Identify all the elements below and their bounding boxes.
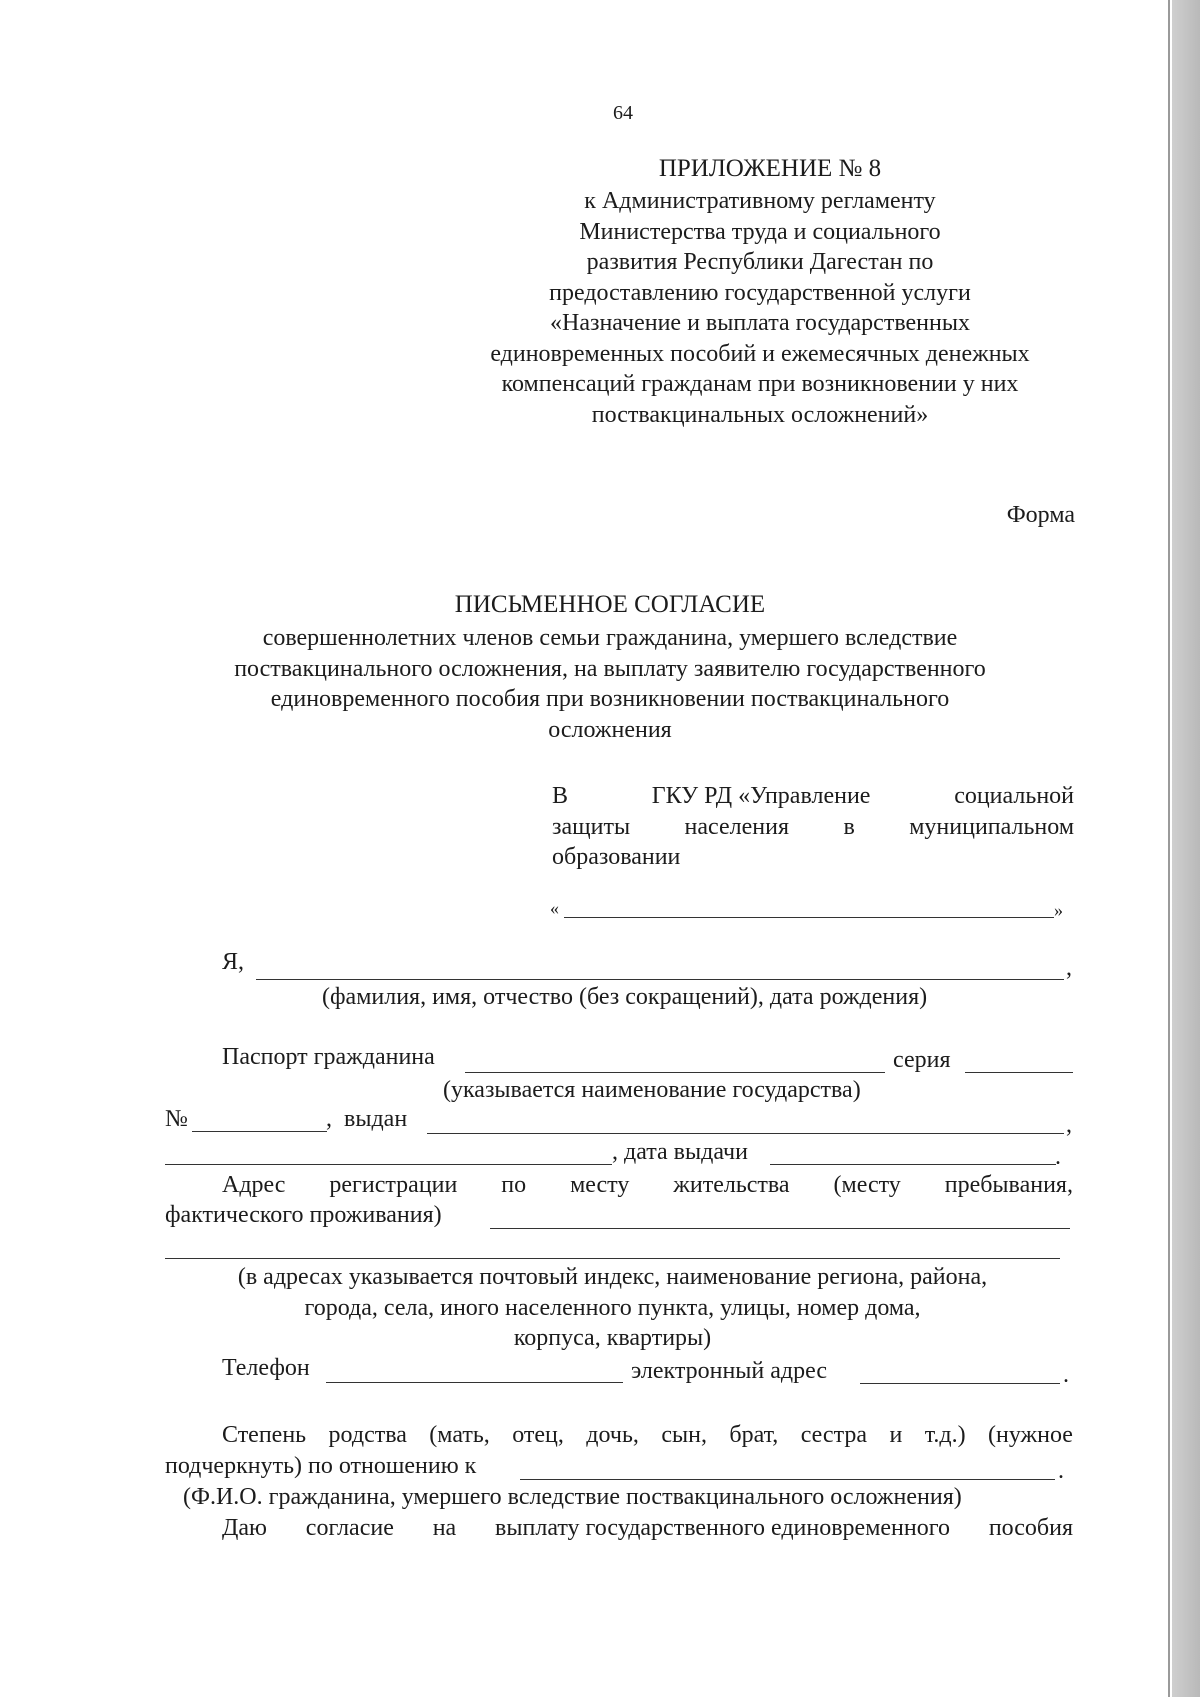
issued-by-field[interactable] — [427, 1133, 1064, 1134]
passport-label: Паспорт гражданина — [222, 1044, 435, 1070]
appendix-line: поствакцинальных осложнений» — [591, 401, 929, 428]
address-field[interactable] — [490, 1228, 1070, 1229]
kinship-word[interactable]: сын, — [661, 1422, 707, 1448]
full-name-hint: (фамилия, имя, отчество (без сокращений), дата рождения) — [322, 984, 928, 1010]
scan-edge-shadow — [1168, 0, 1170, 1697]
consent-word: согласие — [305, 1515, 394, 1541]
subtitle-line: совершеннолетних членов семьи гражданина, умершего вследствие — [262, 625, 958, 651]
issue-date-period: . — [1055, 1144, 1061, 1170]
passport-number-label: № — [165, 1106, 188, 1132]
address-word: Адрес — [222, 1172, 286, 1198]
issued-by-label: , выдан — [326, 1106, 408, 1132]
kinship-word[interactable]: отец, — [512, 1422, 564, 1448]
addressee-line-1 — [552, 781, 1074, 811]
addressee-word: социальной — [954, 783, 1074, 809]
addressee-word: В — [552, 783, 569, 809]
email-field[interactable] — [860, 1383, 1060, 1384]
email-label: электронный адрес — [631, 1358, 828, 1384]
address-word: пребывания, — [944, 1172, 1073, 1198]
kinship-line-2: подчеркнуть) по отношению к — [165, 1453, 477, 1479]
appendix-caption — [440, 186, 1080, 430]
address-hint — [165, 1262, 1060, 1354]
appendix-line: к Административному регламенту — [584, 188, 936, 214]
issue-date-label: , дата выдачи — [612, 1139, 748, 1165]
appendix-heading: ПРИЛОЖЕНИЕ № 8 — [658, 155, 882, 182]
kinship-word[interactable]: (мать, — [429, 1422, 490, 1448]
appendix-line: компенсаций гражданам при возникновении у них — [501, 371, 1019, 397]
addressee-word: населения — [684, 814, 789, 840]
issued-by-comma: , — [1066, 1112, 1072, 1138]
subtitle-line: осложнения — [548, 716, 672, 743]
full-name-comma: , — [1066, 955, 1072, 981]
deceased-period: . — [1058, 1458, 1064, 1484]
address-word: жительства — [673, 1172, 790, 1198]
address-hint-line: города, села, иного населенного пункта, улицы, номер дома, — [304, 1294, 921, 1321]
addressee-word: муниципальном — [909, 814, 1074, 840]
consent-line — [222, 1513, 1073, 1543]
subtitle-line: поствакцинального осложнения, на выплату заявителю государственного — [234, 655, 986, 682]
passport-number-field[interactable] — [192, 1131, 327, 1132]
phone-field[interactable] — [326, 1382, 623, 1383]
consent-word: выплату государственного единовременного — [495, 1515, 950, 1541]
appendix-line: единовременных пособий и ежемесячных денежных — [490, 340, 1030, 367]
issued-by-field-continued[interactable] — [165, 1164, 612, 1165]
kinship-line-1 — [222, 1420, 1073, 1450]
kinship-word[interactable]: сестра — [800, 1422, 868, 1448]
kinship-word: т.д.) — [924, 1422, 966, 1448]
address-word: (месту — [833, 1172, 901, 1198]
address-word: по — [501, 1172, 527, 1198]
municipality-quote-open: « — [550, 898, 559, 918]
page-number: 64 — [613, 102, 633, 124]
addressee-line-3: образовании — [552, 844, 681, 870]
municipality-field[interactable] — [564, 917, 1054, 918]
passport-series-label: серия — [893, 1047, 951, 1073]
passport-state-field[interactable] — [465, 1072, 885, 1073]
kinship-word[interactable]: брат, — [729, 1422, 779, 1448]
deceased-name-field[interactable] — [520, 1479, 1055, 1480]
ya-label: Я, — [222, 949, 245, 975]
municipality-quote-close: » — [1054, 900, 1063, 920]
kinship-word[interactable]: дочь, — [586, 1422, 639, 1448]
kinship-word: родства — [328, 1422, 407, 1448]
kinship-word: (нужное — [988, 1422, 1073, 1448]
addressee-word: в — [843, 814, 855, 840]
address-word: регистрации — [329, 1172, 458, 1198]
phone-label: Телефон — [222, 1355, 310, 1381]
issue-date-field[interactable] — [770, 1164, 1056, 1165]
document-title: ПИСЬМЕННОЕ СОГЛАСИЕ — [454, 591, 766, 618]
address-hint-line: (в адресах указывается почтовый индекс, наименование региона, района, — [237, 1264, 988, 1290]
addressee-word: защиты — [552, 814, 631, 840]
address-field-continued[interactable] — [165, 1258, 1060, 1259]
kinship-word: Степень — [222, 1422, 307, 1448]
consent-word: пособия — [988, 1515, 1073, 1541]
addressee-line-2 — [552, 812, 1074, 842]
consent-word: на — [432, 1515, 457, 1541]
address-hint-line: корпуса, квартиры) — [513, 1325, 712, 1351]
appendix-line: Министерства труда и социального — [579, 218, 941, 245]
appendix-line: предоставлению государственной услуги — [549, 279, 971, 306]
document-subtitle — [170, 623, 1050, 745]
deceased-hint: (Ф.И.О. гражданина, умершего вследствие поствакцинального осложнения) — [183, 1484, 962, 1510]
address-line-1 — [222, 1170, 1073, 1200]
scan-edge — [1172, 0, 1200, 1697]
appendix-line: развития Республики Дагестан по — [586, 249, 934, 275]
state-hint: (указывается наименование государства) — [443, 1077, 861, 1103]
consent-word: Даю — [222, 1515, 267, 1541]
appendix-line: «Назначение и выплата государственных — [550, 310, 970, 336]
addressee-word: ГКУ РД «Управление — [651, 783, 871, 809]
address-line-2: фактического проживания) — [165, 1202, 442, 1228]
address-word: месту — [570, 1172, 630, 1198]
email-period: . — [1063, 1362, 1069, 1388]
subtitle-line: единовременного пособия при возникновении поствакцинального — [270, 686, 950, 712]
full-name-field[interactable] — [256, 979, 1064, 980]
form-label: Форма — [1006, 502, 1075, 528]
kinship-word: и — [889, 1422, 903, 1448]
passport-series-field[interactable] — [965, 1072, 1073, 1073]
